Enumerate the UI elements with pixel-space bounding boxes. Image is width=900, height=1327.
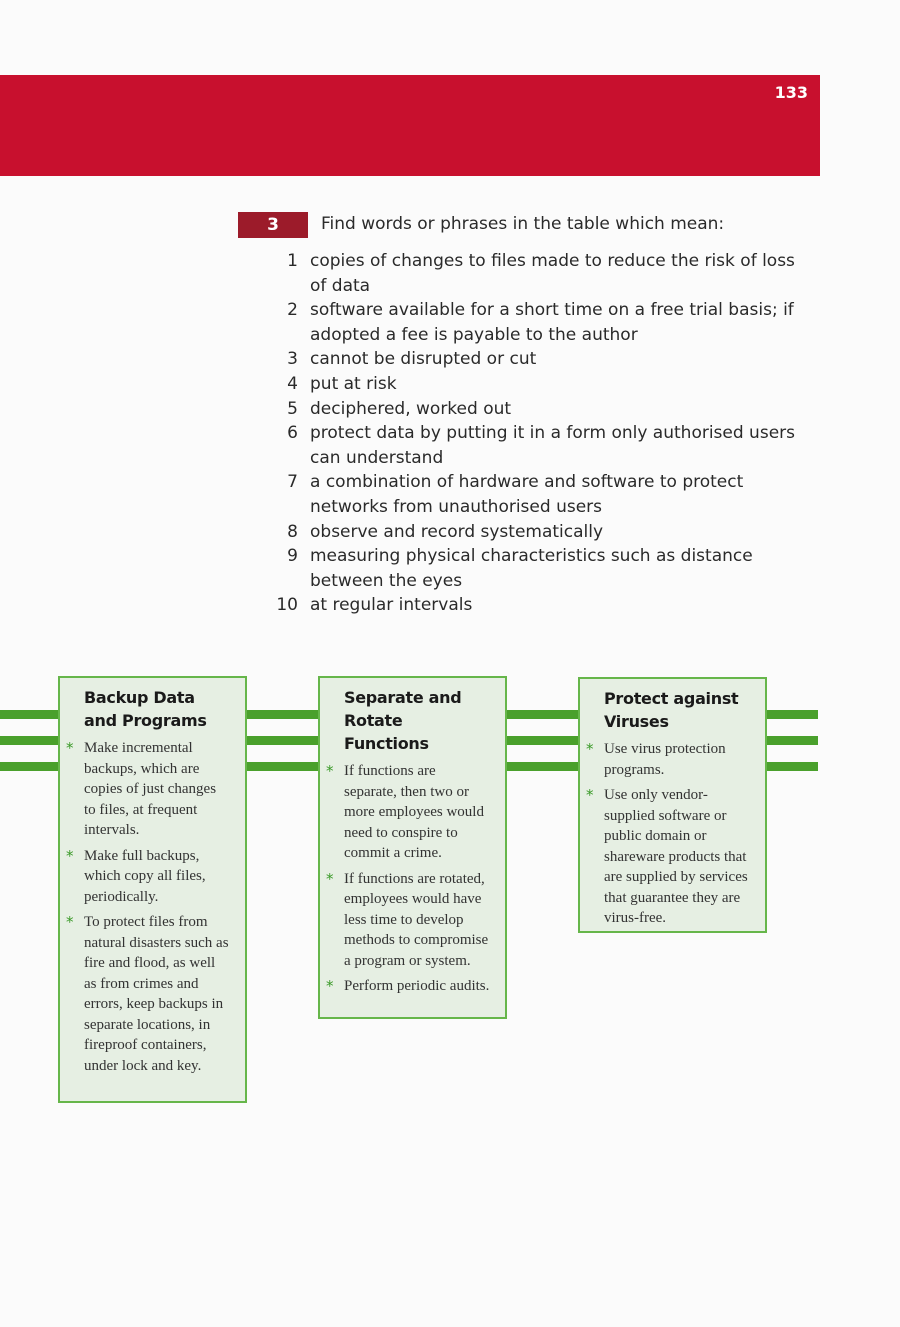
exercise-item [262, 520, 802, 545]
asterisk-bullet-icon: * [326, 762, 334, 780]
item-number: 5 [287, 398, 298, 419]
card-bullet [66, 738, 231, 841]
item-number: 8 [287, 521, 298, 542]
header-band [0, 75, 820, 176]
card-bullet-list [586, 739, 751, 929]
exercise-item [262, 593, 802, 618]
connector-bar [766, 736, 818, 745]
card-bullet-text: If functions are rotated, employees would have less time to develop methods to compromise a program or system. [344, 870, 489, 969]
card-backup-data [58, 676, 247, 1103]
connector-bar [0, 710, 60, 719]
card-title: Separate and Rotate Functions [344, 688, 462, 753]
asterisk-bullet-icon: * [66, 739, 74, 757]
exercise-number-badge: 3 [238, 212, 308, 238]
item-text: cannot be disrupted or cut [310, 349, 537, 370]
connector-bar [506, 762, 579, 771]
card-bullet [326, 869, 491, 972]
card-bullet [66, 912, 231, 1076]
item-text: at regular intervals [310, 595, 473, 616]
connector-bar [506, 710, 579, 719]
card-bullet-text: If functions are separate, then two or more employees would need to conspire to commit a crime. [344, 763, 484, 861]
item-number: 3 [287, 349, 298, 370]
item-number: 6 [287, 423, 298, 444]
card-title: Protect against Viruses [604, 689, 739, 731]
item-text: protect data by putting it in a form only authorised users can understand [310, 423, 795, 468]
item-text: a combination of hardware and software to protect networks from unauthorised users [310, 472, 744, 517]
page-number: 133 [774, 83, 808, 102]
asterisk-bullet-icon: * [586, 740, 594, 758]
asterisk-bullet-icon: * [326, 977, 334, 995]
asterisk-bullet-icon: * [66, 846, 74, 865]
exercise-item [262, 397, 802, 422]
card-bullet [586, 739, 751, 780]
card-bullet [326, 761, 491, 864]
card-bullet-text: Use only vendor-supplied software or public domain or shareware products that are supplied by services that guarantee they are virus-free. [604, 787, 748, 926]
connector-bar [506, 736, 579, 745]
card-bullet-text: Perform periodic audits. [344, 978, 490, 994]
card-title: Backup Data and Programs [84, 688, 207, 730]
card-protect-viruses [578, 677, 767, 933]
card-bullet-text: Use virus protection programs. [604, 741, 726, 778]
exercise-item [262, 470, 802, 519]
item-number: 10 [276, 595, 298, 616]
item-text: software available for a short time on a free trial basis; if adopted a fee is payable to the author [310, 300, 794, 345]
card-bullet [66, 846, 231, 908]
connector-bar [246, 762, 319, 771]
item-number: 9 [287, 546, 298, 567]
card-bullet-text: Make full backups, which copy all files, periodically. [84, 847, 206, 905]
item-number: 1 [287, 251, 298, 271]
item-number: 7 [287, 472, 298, 493]
asterisk-bullet-icon: * [586, 786, 594, 804]
exercise-item [262, 421, 802, 470]
item-number: 2 [287, 300, 298, 321]
exercise-item [262, 544, 802, 593]
exercise-instruction: Find words or phrases in the table which mean: [321, 214, 725, 234]
exercise-item [262, 347, 802, 372]
connector-bar [246, 710, 319, 719]
card-bullet-text: Make incremental backups, which are copies of just changes to files, at frequent intervals. [84, 740, 217, 838]
card-separate-rotate [318, 676, 507, 1019]
connector-bar [766, 710, 818, 719]
item-text: copies of changes to files made to reduce the risk of loss of data [310, 251, 795, 296]
item-text: deciphered, worked out [310, 398, 512, 419]
exercise-item [262, 298, 802, 347]
card-bullet [326, 976, 491, 997]
asterisk-bullet-icon: * [326, 869, 334, 888]
item-text: measuring physical characteristics such as distance between the eyes [310, 546, 753, 591]
exercise-list [262, 249, 802, 618]
exercise-item [262, 372, 802, 397]
item-number: 4 [287, 373, 298, 394]
item-text: observe and record systematically [310, 521, 604, 542]
exercise-item [262, 249, 802, 298]
asterisk-bullet-icon: * [66, 913, 74, 931]
item-text: put at risk [310, 373, 397, 394]
card-bullet-text: To protect files from natural disasters such as fire and flood, as well as from crimes and errors, keep backups in separate locations, in fireproof containers, under lock and key. [84, 914, 229, 1074]
card-bullet [586, 785, 751, 929]
connector-bar [0, 736, 60, 745]
card-bullet-list [66, 738, 231, 1076]
connector-bar [766, 762, 818, 771]
card-bullet-list [326, 761, 491, 997]
connector-bar [246, 736, 319, 745]
connector-bar [0, 762, 60, 771]
